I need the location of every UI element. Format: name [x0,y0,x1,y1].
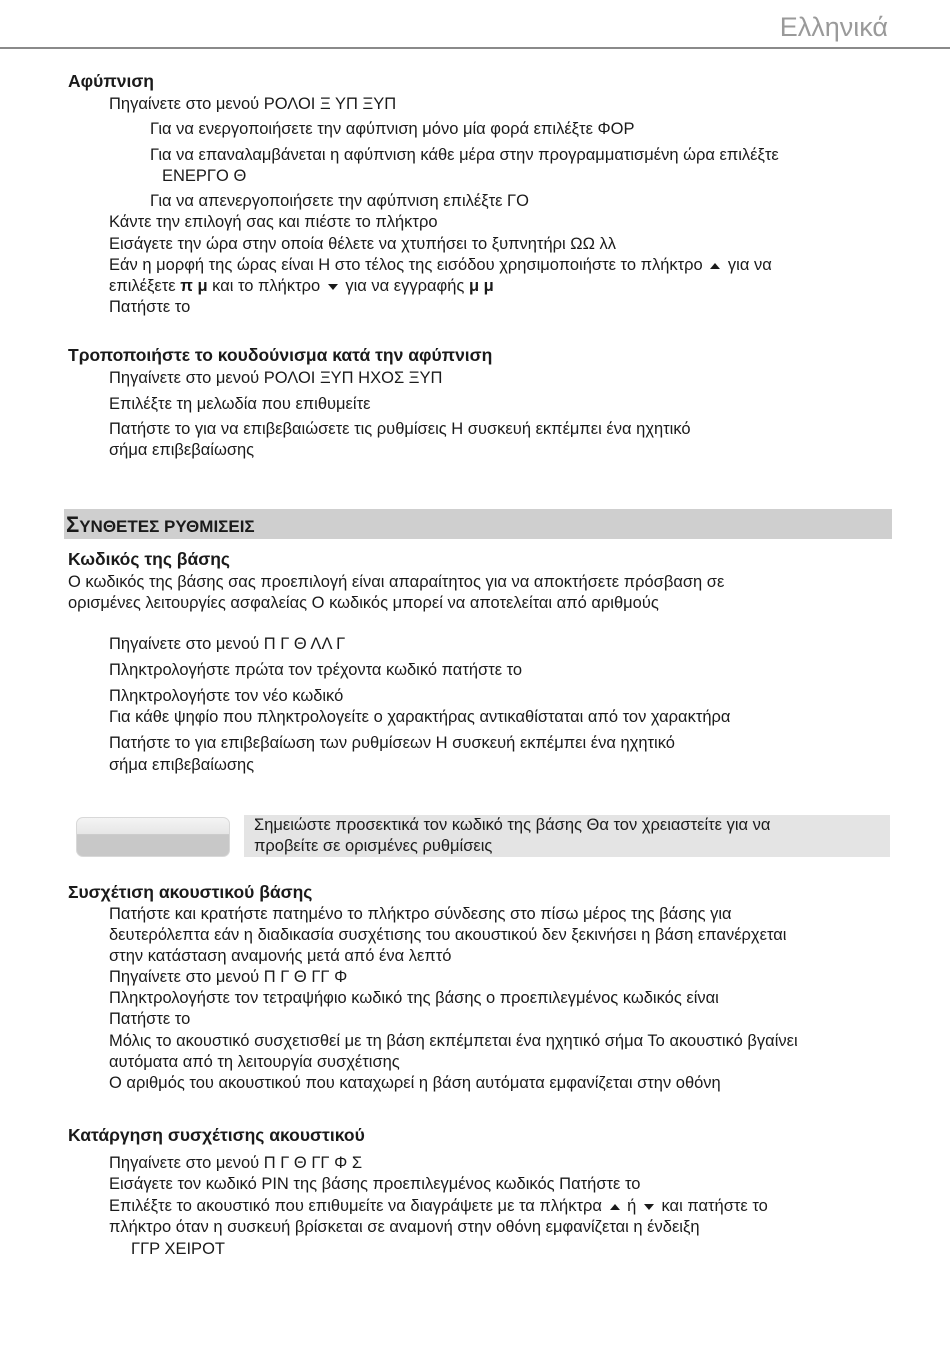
alarm-am-label: π μ [180,277,208,295]
alarm-line-8 [109,255,772,276]
base-code-intro-1: Ο κωδικός της βάσης σας προεπιλογή είναι απαραίτητος για να αποκτήσετε πρόσβαση σε [68,573,725,591]
section-title-initial: Σ [66,512,80,537]
alarm-line-9-c: για να εγγραφής [345,277,465,295]
alarm-line-5: Για να απενεργοποιήσετε την αφύπνιση επιλέξτε ΓΟ [150,192,529,210]
pairing-line-6: Πατήστε το [109,1010,191,1028]
ringtone-line-4: σήμα επιβεβαίωσης [109,441,255,459]
alarm-line-10: Πατήστε το [109,298,191,316]
arrow-up-icon [710,263,720,269]
base-code-line-4: Για κάθε ψηφίο που πληκτρολογείτε ο χαρακτήρας αντικαθίσταται από τον χαρακτήρα [109,708,731,726]
pairing-line-7: Μόλις το ακουστικό συσχετισθεί με τη βάση εκπέμπεται ένα ηχητικό σήμα Το ακουστικό βγαίνει [109,1032,798,1050]
alarm-line-7: Εισάγετε την ώρα στην οποία θέλετε να χτυπήσει το ξυπνητήρι ΩΩ λλ [109,235,617,253]
arrow-down-icon [644,1204,654,1210]
pairing-line-9: Ο αριθμός του ακουστικού που καταχωρεί η βάση αυτόματα εμφανίζεται στην οθόνη [109,1074,721,1092]
alarm-line-4: ΕΝΕΡΓΟ Θ [162,167,247,185]
ringtone-line-2: Επιλέξτε τη μελωδία που επιθυμείτε [109,395,371,413]
unpair-line-3 [109,1196,768,1217]
alarm-line-1: Πηγαίνετε στο μενού ΡΟΛΟΙ Ξ ΥΠ ΞΥΠ [109,95,397,113]
alarm-line-8-text: Εάν η μορφή της ώρας είναι Η στο τέλος της εισόδου χρησιμοποιήστε το πλήκτρο [109,256,703,274]
language-label: Ελληνικά [779,12,888,42]
unpair-line-3-text: Επιλέξτε το ακουστικό που επιθυμείτε να διαγράψετε με τα πλήκτρα [109,1197,602,1215]
header-divider [0,47,950,49]
alarm-line-9-a: επιλέξετε [109,277,176,295]
pairing-line-3: στην κατάσταση αναμονής μετά από ένα λεπτό [109,947,452,965]
pairing-line-1: Πατήστε και κρατήστε πατημένο το πλήκτρο σύνδεσης στο πίσω μέρος της βάσης για [109,905,732,923]
pairing-line-5: Πληκτρολογήστε τον τετραψήφιο κωδικό της βάσης ο προεπιλεγμένος κωδικός είναι [109,989,719,1007]
base-code-line-3: Πληκτρολογήστε τον νέο κωδικό [109,687,344,705]
alarm-line-8-end: για να [727,256,772,274]
alarm-line-9 [109,276,494,297]
arrow-down-icon [328,284,338,290]
ringtone-heading: Τροποποιήστε το κουδούνισμα κατά την αφύπνιση [68,345,493,365]
unpair-line-4: πλήκτρο όταν η συσκευή βρίσκεται σε αναμονή στην οθόνη εμφανίζεται η ένδειξη [109,1218,700,1236]
note-line-1: Σημειώστε προσεκτικά τον κωδικό της βάσης Θα τον χρειαστείτε για να [254,816,771,834]
pairing-line-2: δευτερόλεπτα εάν η διαδικασία συσχέτισης του ακουστικού δεν ξεκινήσει η βάση επανέρχεται [109,926,787,944]
base-code-line-1: Πηγαίνετε στο μενού Π Γ Θ ΛΛ Γ [109,635,346,653]
unpair-line-2: Εισάγετε τον κωδικό PIN της βάσης προεπιλεγμένος κωδικός Πατήστε το [109,1175,641,1193]
note-icon [76,817,230,857]
alarm-heading: Αφύπνιση [68,71,154,91]
base-code-heading: Κωδικός της βάσης [68,549,230,569]
unpair-line-1: Πηγαίνετε στο μενού Π Γ Θ ΓΓ Φ Σ [109,1154,363,1172]
base-code-intro-2: ορισμένες λειτουργίες ασφαλείας Ο κωδικός μπορεί να αποτελείται από αριθμούς [68,594,659,612]
base-code-line-6: σήμα επιβεβαίωσης [109,756,255,774]
base-code-line-5: Πατήστε το για επιβεβαίωση των ρυθμίσεων Η συσκευή εκπέμπει ένα ηχητικό [109,734,675,752]
section-title [66,512,255,538]
note-line-2: προβείτε σε ορισμένες ρυθμίσεις [254,837,493,855]
section-title-rest: ΥΝΘΕΤΕΣ ΡΥΘΜΙΣΕΙΣ [79,517,255,536]
ringtone-line-1: Πηγαίνετε στο μενού ΡΟΛΟΙ ΞΥΠ ΗΧΟΣ ΞΥΠ [109,369,443,387]
alarm-line-3: Για να επαναλαμβάνεται η αφύπνιση κάθε μέρα στην προγραμματισμένη ώρα επιλέξτε [150,146,779,164]
alarm-line-9-b: και το πλήκτρο [212,277,321,295]
arrow-up-icon [610,1204,620,1210]
alarm-pm-label: μ μ [468,277,494,295]
unpair-heading: Κατάργηση συσχέτισης ακουστικού [68,1125,365,1145]
note-box [244,815,890,857]
pairing-heading: Συσχέτιση ακουστικού βάσης [68,882,313,902]
pairing-line-4: Πηγαίνετε στο μενού Π Γ Θ ΓΓ Φ [109,968,348,986]
base-code-line-2: Πληκτρολογήστε πρώτα τον τρέχοντα κωδικό πατήστε το [109,661,523,679]
ringtone-line-3: Πατήστε το για να επιβεβαιώσετε τις ρυθμίσεις Η συσκευή εκπέμπει ένα ηχητικό [109,420,691,438]
unpair-line-3-or: ή [627,1197,637,1215]
alarm-line-6: Κάντε την επιλογή σας και πιέστε το πλήκτρο [109,213,438,231]
unpair-line-3-end: και πατήστε το [661,1197,768,1215]
pairing-line-8: αυτόματα από τη λειτουργία συσχέτισης [109,1053,400,1071]
unpair-line-5: ΓΓΡ ΧΕΙΡΟΤ [131,1240,225,1258]
alarm-line-2: Για να ενεργοποιήσετε την αφύπνιση μόνο μία φορά επιλέξτε ΦΟΡ [150,120,635,138]
